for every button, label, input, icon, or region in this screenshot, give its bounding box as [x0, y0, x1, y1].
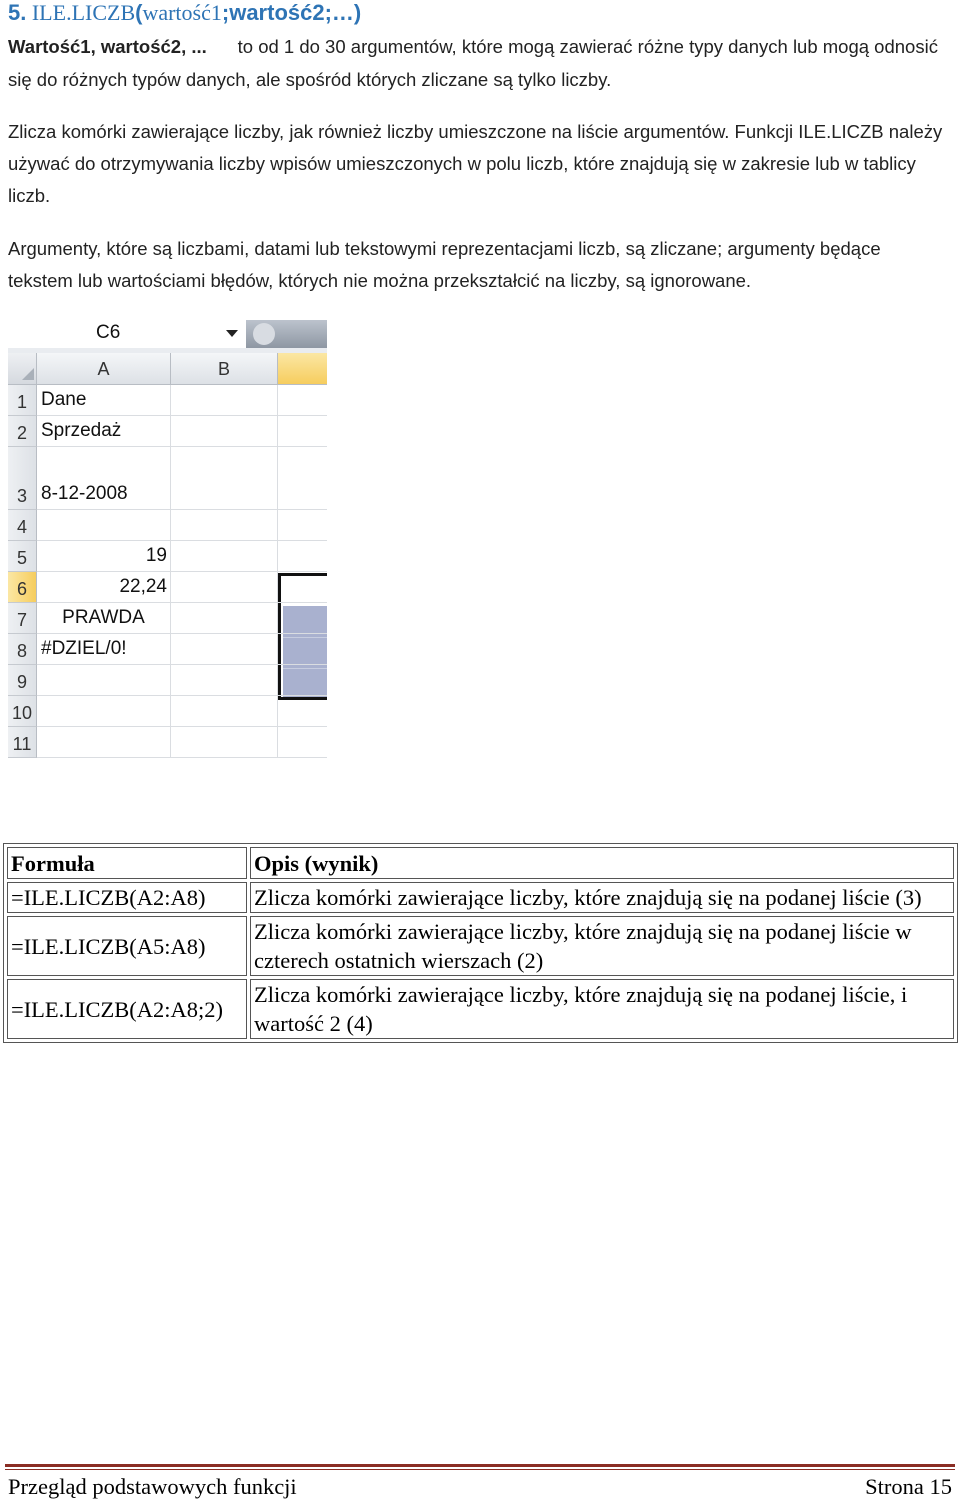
arguments-label: Wartość1, wartość2, ...	[8, 36, 207, 57]
row-header[interactable]: 5	[8, 541, 37, 572]
row-header[interactable]: 3	[8, 447, 37, 510]
footer-rule	[5, 1464, 955, 1467]
description-cell: Zlicza komórki zawierające liczby, które znajdują się na podanej liście, i wartość 2 (4)	[250, 979, 954, 1039]
cell-c5[interactable]	[278, 541, 327, 572]
cell-a5[interactable]: 19	[37, 541, 171, 572]
heading-arg2: wartość2;	[229, 0, 332, 25]
row-header[interactable]: 9	[8, 665, 37, 696]
row-header[interactable]: 4	[8, 510, 37, 541]
cell-a7[interactable]: PRAWDA	[37, 603, 171, 634]
cell-a1[interactable]: Dane	[37, 385, 171, 416]
cell-c2[interactable]	[278, 416, 327, 447]
row-header[interactable]: 7	[8, 603, 37, 634]
header-formula: Formuła	[7, 847, 247, 879]
cell-c10[interactable]	[278, 696, 327, 727]
cell-a6[interactable]: 22,24	[37, 572, 171, 603]
heading-ellipsis: …)	[331, 0, 362, 25]
formula-table	[3, 843, 958, 1043]
cell-b6[interactable]	[171, 572, 278, 603]
cell-a2[interactable]: Sprzedaż	[37, 416, 171, 447]
name-box[interactable]: C6	[96, 322, 121, 343]
cell-c3[interactable]	[278, 447, 327, 510]
cell-b4[interactable]	[171, 510, 278, 541]
heading-arg1: wartość1	[142, 0, 222, 25]
cell-b5[interactable]	[171, 541, 278, 572]
row-header[interactable]: 6	[8, 572, 37, 603]
cell-a9[interactable]	[37, 665, 171, 696]
cell-c7[interactable]	[278, 603, 327, 634]
footer-page-number: Strona 15	[865, 1474, 952, 1499]
table-row	[7, 916, 954, 976]
cell-a10[interactable]	[37, 696, 171, 727]
cell-b1[interactable]	[171, 385, 278, 416]
cell-b7[interactable]	[171, 603, 278, 634]
column-header-c-selected[interactable]	[278, 353, 327, 385]
formula-cell: =ILE.LICZB(A5:A8)	[7, 916, 247, 976]
description-cell: Zlicza komórki zawierające liczby, które znajdują się na podanej liście w czterech ostatnich wierszach (2)	[250, 916, 954, 976]
cell-b8[interactable]	[171, 634, 278, 665]
cell-c4[interactable]	[278, 510, 327, 541]
cell-c6[interactable]	[278, 572, 327, 603]
heading-open-paren: (	[135, 0, 143, 25]
row-header[interactable]: 2	[8, 416, 37, 447]
column-header-a[interactable]: A	[37, 353, 171, 385]
name-box-dropdown-icon[interactable]	[226, 330, 238, 337]
heading-number: 5.	[8, 0, 27, 25]
footer-title: Przegląd podstawowych funkcji	[8, 1474, 297, 1499]
row-header[interactable]: 8	[8, 634, 37, 665]
section-heading	[8, 0, 361, 26]
cell-a4[interactable]	[37, 510, 171, 541]
footer-rule-thin	[5, 1469, 955, 1470]
description-cell: Zlicza komórki zawierające liczby, które znajdują się na podanej liście (3)	[250, 882, 954, 913]
heading-function-name: ILE.LICZB	[31, 0, 136, 25]
heading-separator: ;	[221, 0, 230, 25]
spreadsheet-image	[8, 320, 327, 765]
row-header[interactable]: 10	[8, 696, 37, 727]
cell-b3[interactable]	[171, 447, 278, 510]
table-row	[7, 979, 954, 1039]
cell-b2[interactable]	[171, 416, 278, 447]
row-header[interactable]: 11	[8, 727, 37, 758]
select-all-triangle-icon	[22, 368, 34, 380]
cell-c8[interactable]	[278, 634, 327, 665]
formula-cell: =ILE.LICZB(A2:A8)	[7, 882, 247, 913]
cell-a3[interactable]: 8-12-2008	[37, 447, 171, 510]
arguments-rules-paragraph: Argumenty, które są liczbami, datami lub tekstowymi reprezentacjami liczb, są zliczane; argumenty będące tekstem lub wartościami błędów, których nie można przekształcić na liczby, są ignorowane.	[8, 238, 881, 291]
table-header-row	[7, 847, 954, 879]
formula-cell: =ILE.LICZB(A2:A8;2)	[7, 979, 247, 1039]
cell-b11[interactable]	[171, 727, 278, 758]
description-paragraph: Zlicza komórki zawierające liczby, jak również liczby umieszczone na liście argumentów. Funkcji ILE.LICZB należy używać do otrzymywania liczby wpisów umieszczonych w polu liczb, które znajdują się w zakresie lub w tablicy liczb.	[8, 121, 943, 206]
arguments-text: to od 1 do 30 argumentów, które mogą zawierać różne typy danych lub mogą odnosić się do różnych typów danych, ale spośród których zliczane są tylko liczby.	[8, 36, 938, 90]
cell-c1[interactable]	[278, 385, 327, 416]
header-description: Opis (wynik)	[250, 847, 954, 879]
arguments-paragraph	[8, 30, 948, 96]
cell-b10[interactable]	[171, 696, 278, 727]
cell-a8[interactable]: #DZIEL/0!	[37, 634, 171, 665]
cell-b9[interactable]	[171, 665, 278, 696]
table-row	[7, 882, 954, 913]
cell-a11[interactable]	[37, 727, 171, 758]
formula-bar-button-icon[interactable]	[253, 323, 275, 345]
column-header-b[interactable]: B	[171, 353, 278, 385]
cell-c11[interactable]	[278, 727, 327, 758]
row-header[interactable]: 1	[8, 385, 37, 416]
cell-c9[interactable]	[278, 665, 327, 696]
